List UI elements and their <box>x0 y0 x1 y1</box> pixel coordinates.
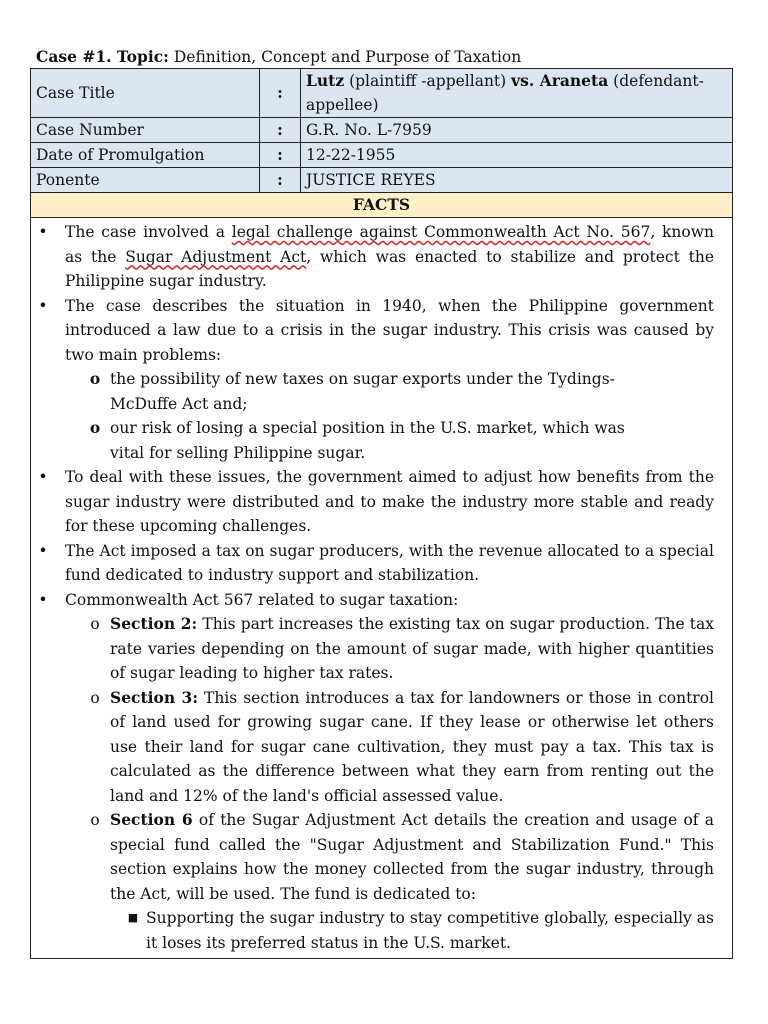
square-bullet-icon: ■ <box>127 911 139 924</box>
sub-list <box>31 367 714 465</box>
list-item <box>31 465 714 539</box>
bullet-icon: • <box>38 223 48 241</box>
ponente-value: JUSTICE REYES <box>301 168 733 193</box>
text: The case involved a <box>65 223 232 241</box>
colon: : <box>260 168 301 193</box>
case-title-value <box>301 69 733 118</box>
date-value: 12-22-1955 <box>301 143 733 168</box>
colon: : <box>260 143 301 168</box>
ponente-row <box>31 168 733 193</box>
text: The Act imposed a tax on sugar producers, with the revenue allocated to a special fund dedicated to industry support and stabilization. <box>65 541 714 584</box>
case-title-row <box>31 69 733 118</box>
spellcheck-underline-text: legal challenge against Commonwealth Act No. 567 <box>231 223 651 241</box>
list-item <box>31 294 714 466</box>
case-number-value: G.R. No. L-7959 <box>301 118 733 143</box>
circle-bullet-icon: o <box>90 811 100 829</box>
section-label: Section 3: <box>110 687 199 707</box>
text: To deal with these issues, the government aimed to adjust how benefits from the sugar industry were distributed and to make the industry more stable and ready for these upcoming challenges. <box>65 468 714 535</box>
sub-list-item <box>31 416 714 465</box>
defendant-role: (defendant-appellee) <box>306 72 704 114</box>
case-title-label: Case Title <box>31 69 260 118</box>
text: the possibility of new taxes on sugar exports under the Tydings-McDuffe Act and; <box>110 370 615 413</box>
text: , known as the <box>65 223 714 266</box>
case-number-label: Case Number <box>31 118 260 143</box>
colon: : <box>260 118 301 143</box>
bullet-icon: • <box>38 541 48 560</box>
text: This section introduces a tax for landowners or those in control of land used for growing sugar cane. If they lease or otherwise let others use their land for sugar cane cultivation, they must pay a tax. This tax is calculated as the difference between what they earn from renting out the land and 12% of the land's official assessed value. <box>110 688 714 805</box>
facts-header: FACTS <box>30 193 733 218</box>
text: The case describes the situation in 1940, when the Philippine government introduced a law due to a crisis in the sugar industry. This crisis was caused by two main problems: <box>65 296 714 364</box>
text: This part increases the existing tax on sugar production. The tax rate varies depending on the amount of sugar made, with higher quantities of sugar leading to higher tax rates. <box>110 615 714 682</box>
sub-sub-list-item <box>31 906 714 955</box>
sub-list-item <box>31 808 714 955</box>
text: of the Sugar Adjustment Act details the creation and usage of a special fund called the "Sugar Adjustment and Stabilization Fund." This section explains how the money collected from the sugar industry, through the Act, will be used. The fund is dedicated to: <box>110 811 714 903</box>
section-label: Section 6 <box>110 810 193 829</box>
bullet-icon: • <box>38 590 48 609</box>
case-heading <box>36 46 733 68</box>
sub-sub-list <box>31 906 714 955</box>
circle-bullet-icon: o <box>89 418 101 437</box>
facts-body <box>30 218 733 959</box>
section-label: Section 2: <box>110 614 198 633</box>
text: , which was enacted to stabilize and protect the Philippine sugar industry. <box>65 247 714 290</box>
circle-bullet-icon: o <box>89 369 101 388</box>
sub-list-item <box>31 686 714 809</box>
bullet-icon: • <box>38 468 48 486</box>
case-info-table <box>30 68 733 193</box>
defendant-name: vs. Araneta <box>511 71 609 90</box>
date-label: Date of Promulgation <box>31 143 260 168</box>
colon: : <box>260 69 301 118</box>
bullet-icon: • <box>38 296 48 315</box>
case-label: Case #1. Topic: <box>36 47 169 66</box>
list-item <box>31 588 714 956</box>
sub-list-item <box>31 612 714 686</box>
plaintiff-name: Lutz <box>306 71 345 90</box>
text: Commonwealth Act 567 related to sugar taxation: <box>65 590 459 609</box>
plaintiff-role: (plaintiff -appellant) <box>344 72 512 90</box>
circle-bullet-icon: o <box>90 615 100 633</box>
list-item <box>31 220 714 294</box>
text: Supporting the sugar industry to stay competitive globally, especially as it loses its preferred status in the U.S. market. <box>146 909 714 952</box>
list-item <box>31 539 714 588</box>
circle-bullet-icon: o <box>90 688 100 707</box>
case-topic: Definition, Concept and Purpose of Taxation <box>168 48 522 66</box>
sub-list-item <box>31 367 714 416</box>
sub-list <box>31 612 714 955</box>
date-row <box>31 143 733 168</box>
text: our risk of losing a special position in the U.S. market, which was vital for selling Philippine sugar. <box>110 419 625 462</box>
spellcheck-underline-text: Sugar Adjustment Act <box>125 247 307 266</box>
ponente-label: Ponente <box>31 168 260 193</box>
case-digest <box>30 46 733 959</box>
facts-list <box>31 220 714 955</box>
case-number-row <box>31 118 733 143</box>
